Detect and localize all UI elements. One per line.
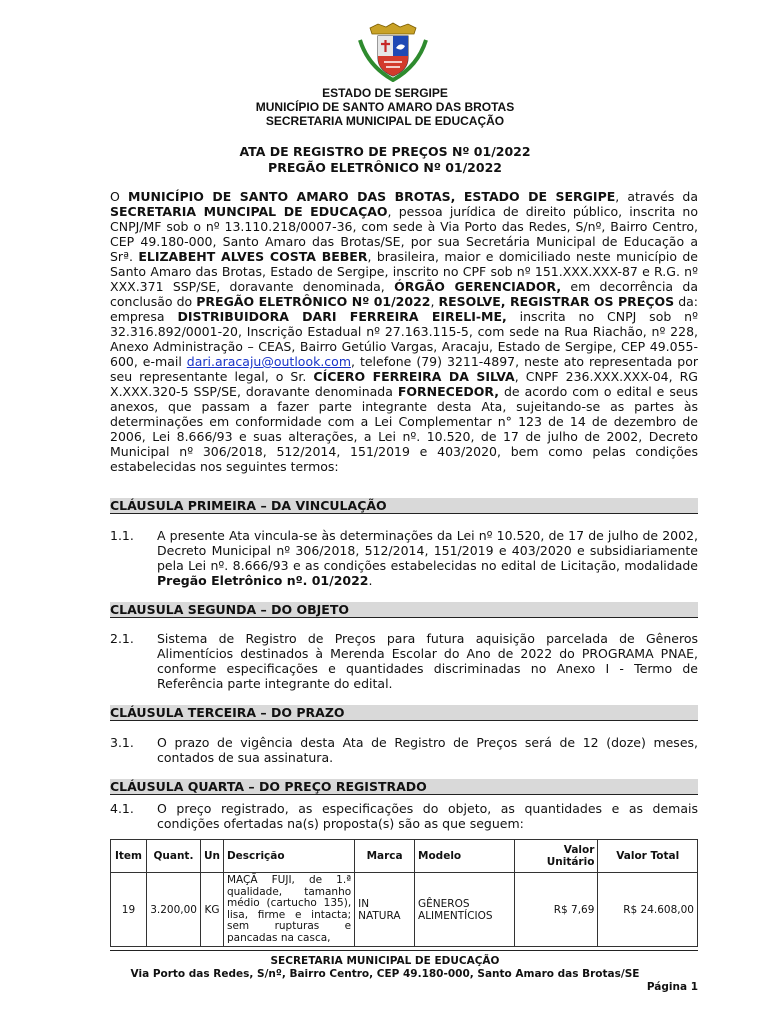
header-state: ESTADO DE SERGIPE (322, 86, 448, 100)
clause-fourth-text: O preço registrado, as especificações do objeto, as quantidades e as demais condições ofertadas na(s) proposta(s) são as que seguem: (157, 801, 698, 831)
clause-first-text: A presente Ata vincula-se às determinações da Lei nº 10.520, de 17 de julho de 2002, Decreto Municipal nº 306/2018, 512/2014, 151/2019 e 403/2020 e subsidiariamente pela Lei nº. 8.666/93 e as condições estabelecidas no edital de Licitação, modalidade Pregão Eletrônico nº. 01/2022. (157, 528, 698, 588)
column-header-description: Descrição (223, 840, 354, 873)
clause-second-text: Sistema de Registro de Preços para futura aquisição parcelada de Gêneros Alimentícios destinados à Merenda Escolar do Ano de 2022 do PROGRAMA PNAE, conforme especificações e quantidades discriminadas no Anexo I - Termo de Referência parte integrante do edital. (157, 631, 698, 691)
table-row (111, 873, 698, 947)
column-header-brand: Marca (355, 840, 415, 873)
table-header-row (111, 840, 698, 873)
clause-third-heading: CLÁUSULA TERCEIRA – DO PRAZO (110, 705, 698, 721)
clause-second-heading: CLAUSULA SEGUNDA – DO OBJETO (110, 602, 698, 618)
cell-item: 19 (111, 873, 147, 947)
clause-number: 2.1. (110, 631, 134, 646)
intro-paragraph: O MUNICÍPIO DE SANTO AMARO DAS BROTAS, ESTADO DE SERGIPE, através da SECRETARIA MUNCIPAL DE EDUCAÇAO, pessoa jurídica de direito público, inscrita no CNPJ/MF sob o nº 13.110.218/0007-36, com sede à Via Porto das Redes, S/nº, Bairro Centro, CEP 49.180-000, Santo Amaro das Brotas/SE, por sua Secretária Municipal de Educação a Srª. ELIZABEHT ALVES COSTA BEBER, brasileira, maior e domiciliado neste município de Santo Amaro das Brotas, Estado de Sergipe, inscrito no CPF sob nº 151.XXX.XXX-87 e R.G. nº XXX.371 SSP/SE, doravante denominada, ÓRGÃO GERENCIADOR, em decorrência da conclusão do PREGÃO ELETRÔNICO Nº 01/2022, RESOLVE, REGISTRAR OS PREÇOS da: empresa DISTRIBUIDORA DARI FERREIRA EIRELI-ME, inscrita no CNPJ sob nº 32.316.892/0001-20, Inscrição Estadual nº 27.163.115-5, com sede na Rua Riachão, nº 228, Anexo Administração – CEAS, Bairro Getúlio Vargas, Aracaju, Estado de Sergipe, CEP 49.055-600, e-mail dari.aracaju@outlook.com, telefone (79) 3211-4897, neste ato representada por seu representante legal, o Sr. CÍCERO FERREIRA DA SILVA, CNPF 236.XXX.XXX-04, RG X.XXX.320-5 SSP/SE, doravante denominada FORNECEDOR, de acordo com o edital e seus anexos, que passam a fazer parte integrante desta Ata, sujeitando-se as partes às determinações em conformidade com a Lei Complementar n° 123 de 14 de dezembro de 2006, Lei 8.666/93 e suas alterações, a Lei nº. 10.520, de 17 de julho de 2002, Decreto Municipal nº 306/2018, 512/2014, 151/2019 e 403/2020, bem como pelas condições estabelecidas nos seguintes termos: (110, 189, 699, 474)
price-table (110, 839, 698, 947)
clause-number: 4.1. (110, 801, 134, 816)
cell-unit-price: R$ 7,69 (514, 873, 598, 947)
cell-total-price: R$ 24.608,00 (598, 873, 698, 947)
clause-number: 1.1. (110, 528, 134, 543)
cell-model: GÊNEROS ALIMENTÍCIOS (415, 873, 515, 947)
page-number: Página 1 (646, 981, 698, 993)
clause-third-text: O prazo de vigência desta Ata de Registro de Preços será de 12 (doze) meses, contados de sua assinatura. (157, 735, 698, 765)
clause-first-heading: CLÁUSULA PRIMEIRA – DA VINCULAÇÃO (110, 498, 698, 514)
column-header-unit: Un (200, 840, 223, 873)
document-title: ATA DE REGISTRO DE PREÇOS Nº 01/2022 (239, 144, 531, 159)
cell-description: MAÇÃ FUJI, de 1.ª qualidade, tamanho médio (cartucho 135), lisa, firme e intacta; sem rupturas e pancadas na casca, (223, 873, 354, 947)
cell-unit: KG (200, 873, 223, 947)
clause-fourth-heading: CLÁUSULA QUARTA – DO PREÇO REGISTRADO (110, 779, 698, 795)
column-header-model: Modelo (415, 840, 515, 873)
column-header-item: Item (111, 840, 147, 873)
header-municipality: MUNICÍPIO DE SANTO AMARO DAS BROTAS (255, 100, 515, 114)
cell-quantity: 3.200,00 (146, 873, 200, 947)
footer-divider (110, 950, 698, 951)
column-header-unit-price: Valor Unitário (514, 840, 598, 873)
footer-secretariat: SECRETARIA MUNICIPAL DE EDUCAÇÃO (270, 955, 500, 967)
column-header-total-price: Valor Total (598, 840, 698, 873)
supplier-email-link[interactable]: dari.aracaju@outlook.com (186, 354, 351, 369)
header-secretariat: SECRETARIA MUNICIPAL DE EDUCAÇÃO (265, 114, 505, 128)
clause-number: 3.1. (110, 735, 134, 750)
footer-address: Via Porto das Redes, S/nº, Bairro Centro, CEP 49.180-000, Santo Amaro das Brotas/SE (130, 968, 640, 980)
municipal-coat-of-arms-icon (358, 22, 428, 82)
document-subtitle: PREGÃO ELETRÔNICO Nº 01/2022 (268, 160, 502, 175)
cell-brand: IN NATURA (355, 873, 415, 947)
column-header-quantity: Quant. (146, 840, 200, 873)
